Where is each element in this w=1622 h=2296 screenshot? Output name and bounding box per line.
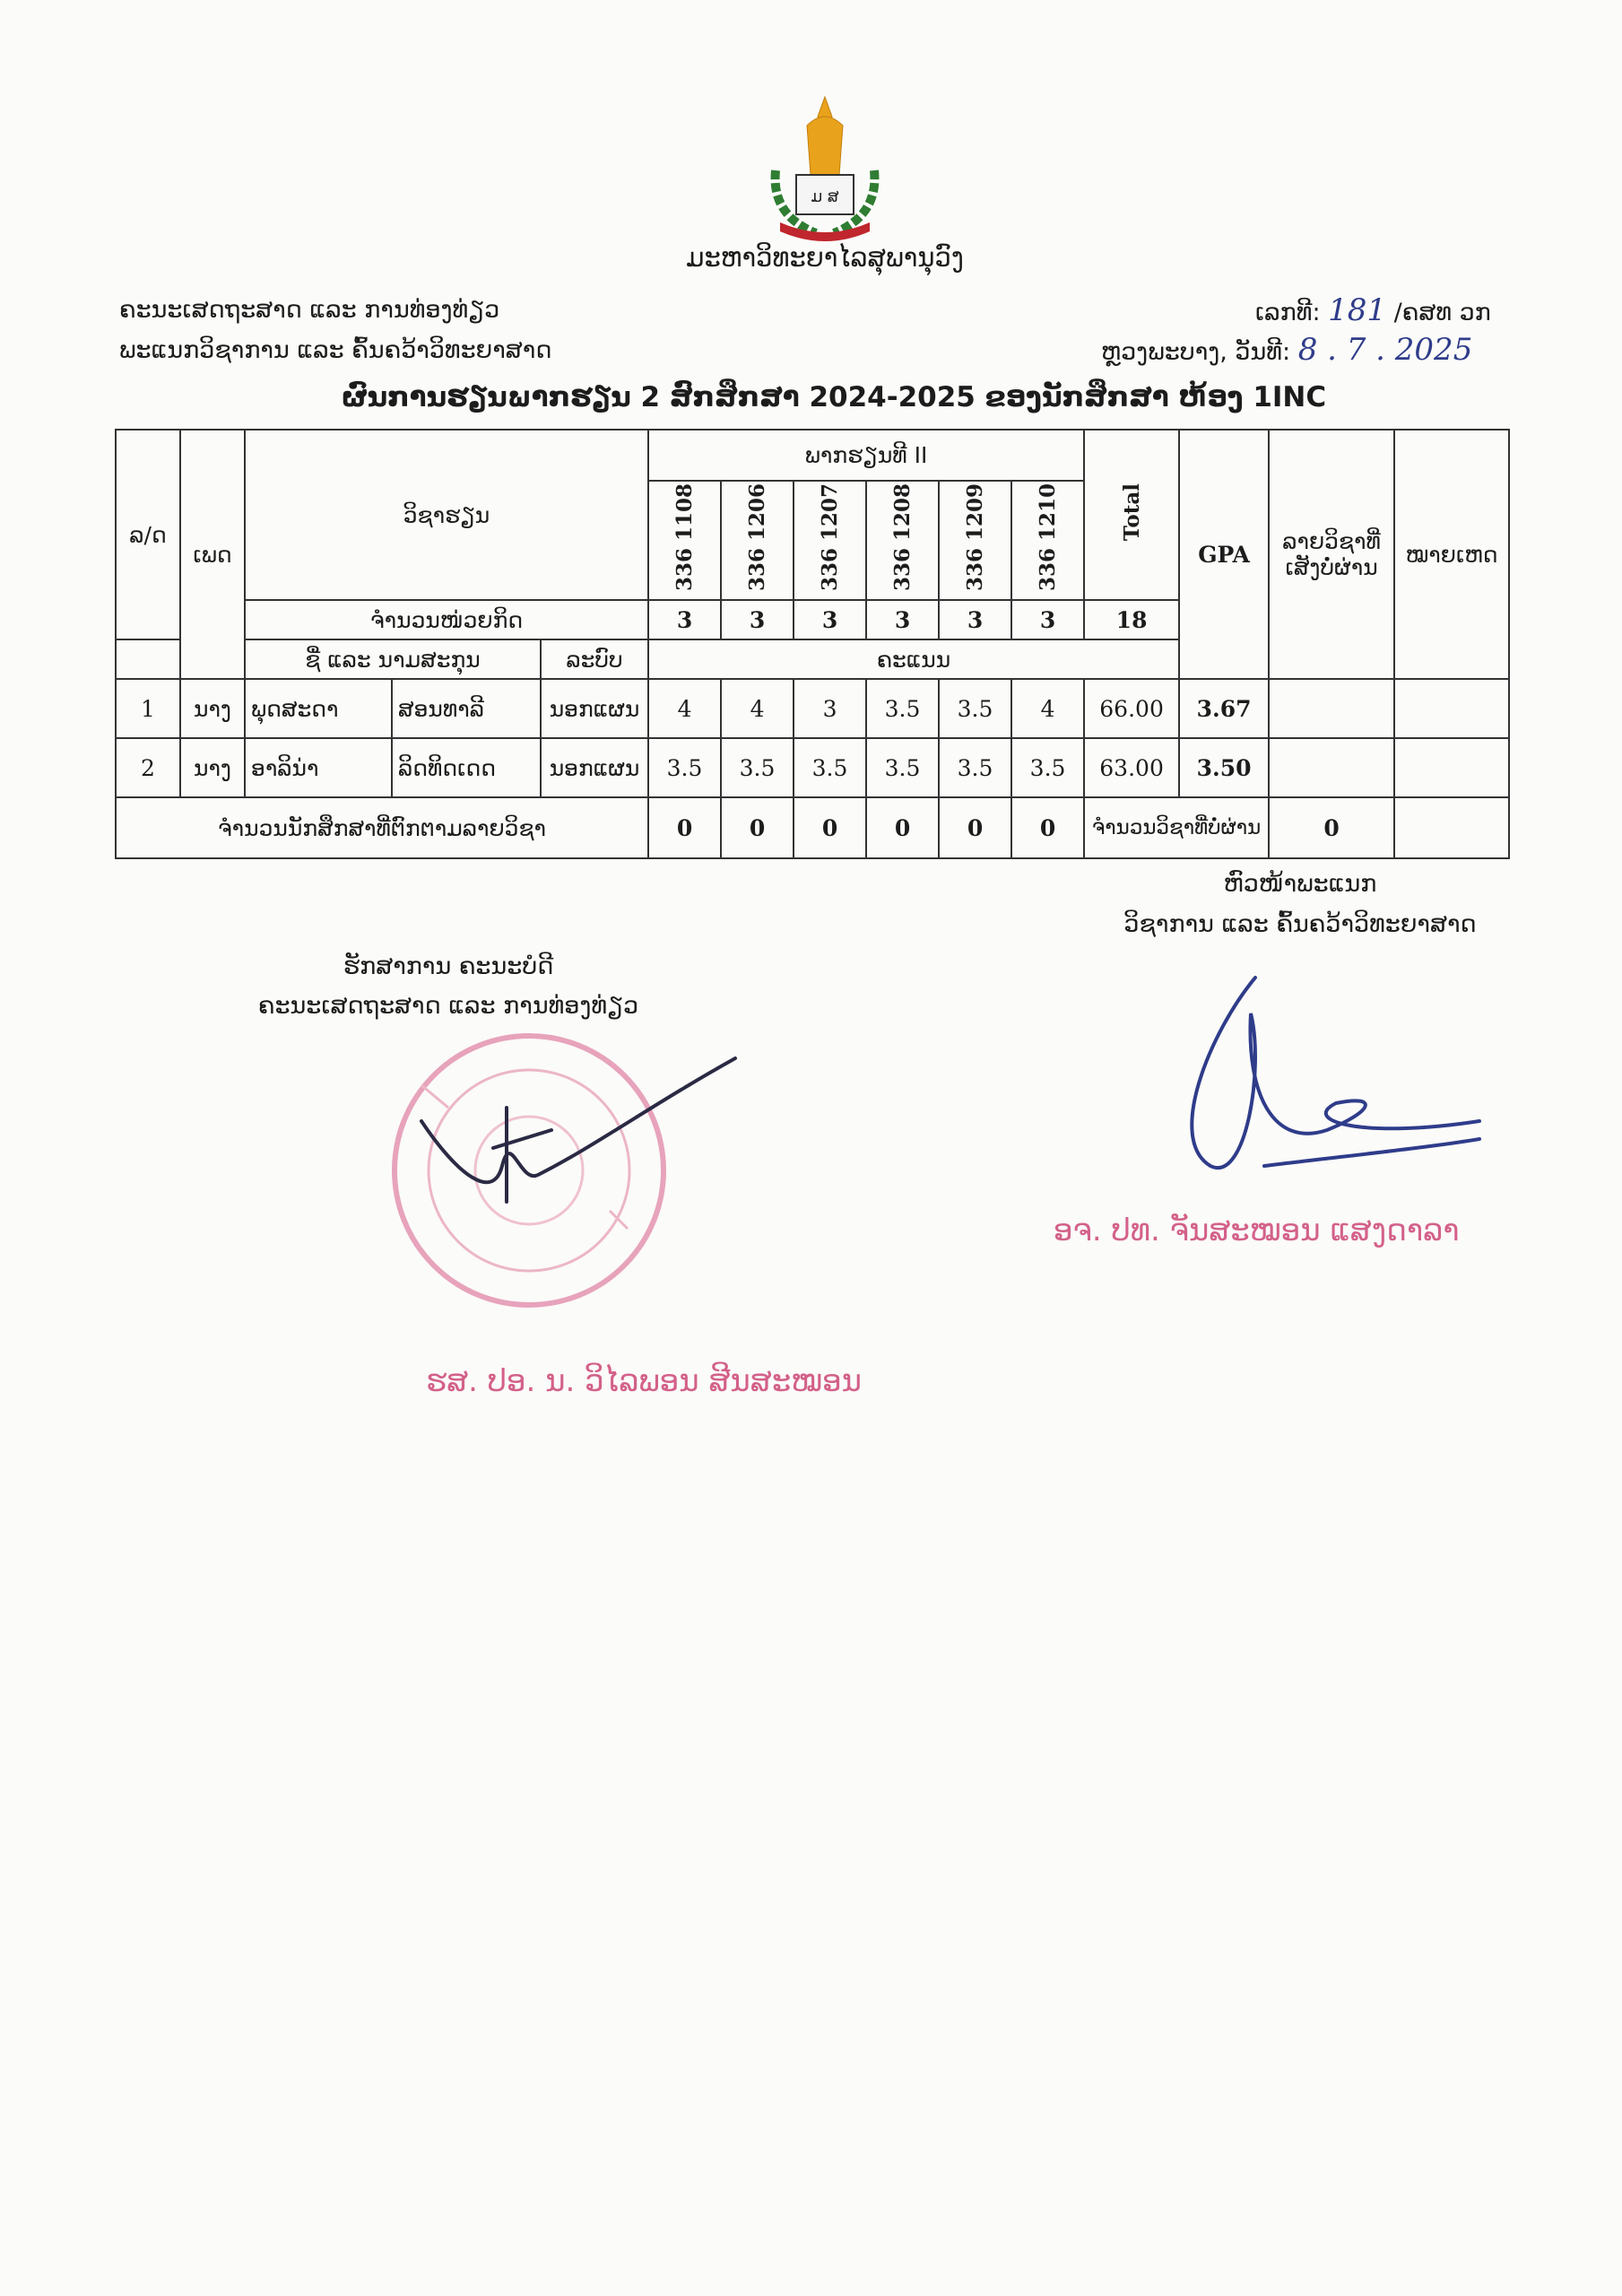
footer-note xyxy=(1394,797,1509,858)
footer-count: 0 xyxy=(1011,797,1084,858)
university-logo-icon xyxy=(753,90,897,251)
course-code: 336 1209 xyxy=(939,481,1011,600)
right-signer-title-2: ວິຊາການ ແລະ ຄົ້ນຄວ້າວິທະຍາສາດ xyxy=(1123,910,1477,938)
row-gpa: 3.50 xyxy=(1179,738,1269,797)
course-code: 336 1207 xyxy=(794,481,866,600)
right-signer-title-1: ຫົວໜ້າພະແນກ xyxy=(1223,870,1377,898)
number-value: 181 xyxy=(1328,292,1387,328)
footer-failed-label: ຈຳນວນວິຊາທີ່ບໍ່ຜ່ານ xyxy=(1084,797,1269,858)
row-score: 4 xyxy=(1011,679,1084,738)
row-gender: ນາງ xyxy=(180,738,245,797)
table-row xyxy=(116,738,1509,797)
university-name: ມະຫາວິທະຍາໄລສຸພານຸວົງ xyxy=(686,242,964,273)
row-note xyxy=(1394,679,1509,738)
footer-count: 0 xyxy=(721,797,794,858)
row-first-name: ອາລິນ່າ xyxy=(245,738,392,797)
date-label: ຫຼວງພະບາງ, ວັນທີ: xyxy=(1101,338,1291,366)
header-name: ຊື່ ແລະ ນາມສະກຸນ xyxy=(245,639,541,679)
header-note: ໝາຍເຫດ xyxy=(1394,430,1509,679)
document-date xyxy=(1101,332,1472,368)
header-score: ຄະແນນ xyxy=(648,639,1179,679)
row-first-name: ພຸດສະດາ xyxy=(245,679,392,738)
table-row xyxy=(116,679,1509,738)
row-score: 3.5 xyxy=(721,738,794,797)
row-gpa: 3.67 xyxy=(1179,679,1269,738)
course-code: 336 1108 xyxy=(648,481,721,600)
credit-value: 3 xyxy=(1011,600,1084,639)
row-status: ນອກແຜນ xyxy=(541,679,648,738)
right-signature-icon xyxy=(1157,960,1515,1193)
left-signer-name: ຮສ. ປອ. ນ. ວິໄລພອນ ສີນສະໝອນ xyxy=(426,1363,863,1399)
row-total: 66.00 xyxy=(1084,679,1179,738)
course-code: 336 1206 xyxy=(721,481,794,600)
total-credits: 18 xyxy=(1084,600,1179,639)
header-no-cont xyxy=(116,639,180,679)
document-title: ຜົນການຮຽນພາກຮຽນ 2 ສົກສຶກສາ 2024-2025 ຂອງນັກສຶກສາ ຫ້ອງ 1INC xyxy=(341,381,1327,413)
row-last-name: ສອນທາລີ xyxy=(392,679,541,738)
row-status: ນອກແຜນ xyxy=(541,738,648,797)
date-value: 8 . 7 . 2025 xyxy=(1297,332,1473,368)
footer-label: ຈຳນວນນັກສຶກສາທີ່ຕົກຕາມລາຍວິຊາ xyxy=(116,797,648,858)
credit-value: 3 xyxy=(794,600,866,639)
svg-text:ມ ສ: ມ ສ xyxy=(811,187,839,206)
footer-row xyxy=(116,797,1509,858)
header-credits: ຈຳນວນໜ່ວຍກິດ xyxy=(245,600,648,639)
row-score: 3.5 xyxy=(866,679,939,738)
footer-count: 0 xyxy=(794,797,866,858)
header-status: ລະບົບ xyxy=(541,639,648,679)
document-number xyxy=(1255,292,1491,328)
row-failed xyxy=(1269,738,1394,797)
number-suffix: /ຄສທ ວກ xyxy=(1393,299,1491,326)
official-stamp-icon xyxy=(359,1022,753,1318)
footer-count: 0 xyxy=(866,797,939,858)
header-failed-courses: ລາຍວິຊາທີ່ເສັງບໍ່ຜ່ານ xyxy=(1269,430,1394,679)
row-failed xyxy=(1269,679,1394,738)
row-score: 3.5 xyxy=(866,738,939,797)
footer-count: 0 xyxy=(648,797,721,858)
row-score: 3.5 xyxy=(1011,738,1084,797)
row-last-name: ລິດທິດເດດ xyxy=(392,738,541,797)
credit-value: 3 xyxy=(866,600,939,639)
header-gender: ເພດ xyxy=(180,430,245,679)
left-signer-title-2: ຄະນະເສດຖະສາດ ແລະ ການທ່ອງທ່ຽວ xyxy=(257,992,639,1020)
credit-value: 3 xyxy=(721,600,794,639)
row-score: 4 xyxy=(721,679,794,738)
row-score: 3.5 xyxy=(794,738,866,797)
row-score: 3.5 xyxy=(939,738,1011,797)
row-gender: ນາງ xyxy=(180,679,245,738)
header-gpa: GPA xyxy=(1179,430,1269,679)
credit-value: 3 xyxy=(648,600,721,639)
grades-table-body xyxy=(115,429,1510,859)
number-label: ເລກທີ: xyxy=(1255,299,1321,326)
header-no: ລ/ດ xyxy=(116,430,180,639)
row-total: 63.00 xyxy=(1084,738,1179,797)
row-note xyxy=(1394,738,1509,797)
header-semester: ພາກຮຽນທີ II xyxy=(648,430,1084,481)
credit-value: 3 xyxy=(939,600,1011,639)
row-score: 3.5 xyxy=(939,679,1011,738)
course-code: 336 1210 xyxy=(1011,481,1084,600)
row-score: 3.5 xyxy=(648,738,721,797)
row-score: 4 xyxy=(648,679,721,738)
footer-failed-value: 0 xyxy=(1269,797,1394,858)
header-total: Total xyxy=(1084,430,1179,600)
department-name: ພະແນກວິຊາການ ແລະ ຄົ້ນຄວ້າວິທະຍາສາດ xyxy=(119,336,552,364)
row-no: 2 xyxy=(116,738,180,797)
course-code: 336 1208 xyxy=(866,481,939,600)
footer-count: 0 xyxy=(939,797,1011,858)
right-signer-name: ອຈ. ປທ. ຈັນສະໝອນ ແສງດາລາ xyxy=(1054,1213,1460,1248)
header-subject: ວິຊາຮຽນ xyxy=(245,430,648,600)
faculty-name: ຄະນະເສດຖະສາດ ແລະ ການທ່ອງທ່ຽວ xyxy=(119,296,500,324)
left-signer-title-1: ຮັກສາການ ຄະນະບໍດີ xyxy=(343,952,554,980)
row-score: 3 xyxy=(794,679,866,738)
row-no: 1 xyxy=(116,679,180,738)
